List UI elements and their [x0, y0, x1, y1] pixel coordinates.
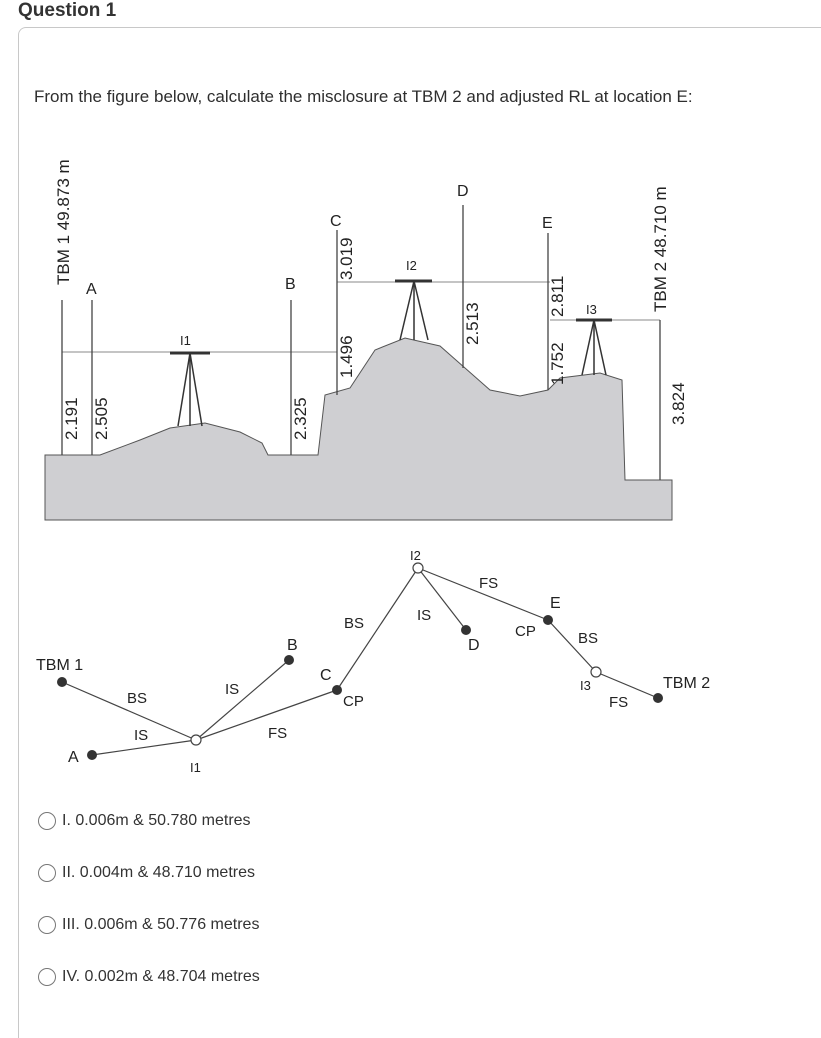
option-1-radio[interactable] [38, 812, 56, 830]
tbm1-node [57, 677, 67, 687]
i1-node [191, 735, 201, 745]
option-3[interactable] [38, 916, 259, 934]
option-2-radio[interactable] [38, 864, 56, 882]
sight-cp-1: CP [343, 693, 364, 710]
point-a-label: A [86, 281, 97, 298]
option-1[interactable] [38, 812, 251, 830]
point-c-label: C [330, 213, 342, 230]
net-i2-label: I2 [410, 548, 421, 563]
reading-1752: 1.752 [548, 342, 567, 385]
tbm2-profile-label: TBM 2 48.710 m [651, 186, 670, 312]
reading-2191: 2.191 [62, 397, 81, 440]
option-4-label: IV. 0.002m & 48.704 metres [62, 968, 260, 985]
option-3-radio[interactable] [38, 916, 56, 934]
option-4-radio[interactable] [38, 968, 56, 986]
net-e-label: E [550, 595, 561, 612]
option-3-label: III. 0.006m & 50.776 metres [62, 916, 260, 933]
d-node [461, 625, 471, 635]
tbm2-node [653, 693, 663, 703]
point-e-label: E [542, 215, 553, 232]
a-node [87, 750, 97, 760]
reading-2513: 2.513 [463, 302, 482, 345]
option-1-label: I. 0.006m & 50.780 metres [62, 812, 251, 829]
net-tbm1-label: TBM 1 [36, 657, 84, 674]
sight-is-3: IS [417, 607, 432, 624]
sight-cp-2: CP [515, 623, 536, 640]
i3-node [591, 667, 601, 677]
sight-fs-3: FS [609, 694, 629, 711]
sight-bs-3: BS [578, 630, 599, 647]
sight-is-1: IS [134, 727, 149, 744]
sight-bs-1: BS [127, 690, 148, 707]
i2-node [413, 563, 423, 573]
tbm1-profile-label: TBM 1 49.873 m [54, 159, 73, 285]
question-title: Question 1 [18, 0, 117, 21]
point-d-label: D [457, 183, 469, 200]
ground-profile [45, 338, 672, 520]
reading-2505: 2.505 [92, 397, 111, 440]
instrument-1-label: I1 [180, 333, 191, 348]
c-node [332, 685, 342, 695]
e-node [543, 615, 553, 625]
option-2[interactable] [38, 864, 255, 882]
net-i1-label: I1 [190, 760, 201, 775]
reading-3824: 3.824 [669, 382, 688, 425]
question-text: From the figure below, calculate the misclosure at TBM 2 and adjusted RL at location E: [34, 87, 693, 106]
reading-3019: 3.019 [337, 237, 356, 280]
instrument-2-label: I2 [406, 258, 417, 273]
net-a-label: A [68, 749, 79, 766]
reading-1496: 1.496 [337, 335, 356, 378]
sight-fs-1: FS [268, 725, 288, 742]
net-d-label: D [468, 637, 480, 654]
net-b-label: B [287, 637, 298, 654]
net-i3-label: I3 [580, 678, 591, 693]
point-b-label: B [285, 276, 296, 293]
reading-2811: 2.811 [548, 275, 567, 317]
option-2-label: II. 0.004m & 48.710 metres [62, 864, 255, 881]
sight-is-2: IS [225, 681, 240, 698]
option-4[interactable] [38, 968, 260, 986]
net-c-label: C [320, 667, 332, 684]
b-node [284, 655, 294, 665]
instrument-3-label: I3 [586, 302, 597, 317]
sight-bs-2: BS [344, 615, 365, 632]
sight-fs-2: FS [479, 575, 499, 592]
net-tbm2-label: TBM 2 [663, 675, 711, 692]
reading-2325: 2.325 [291, 397, 310, 440]
